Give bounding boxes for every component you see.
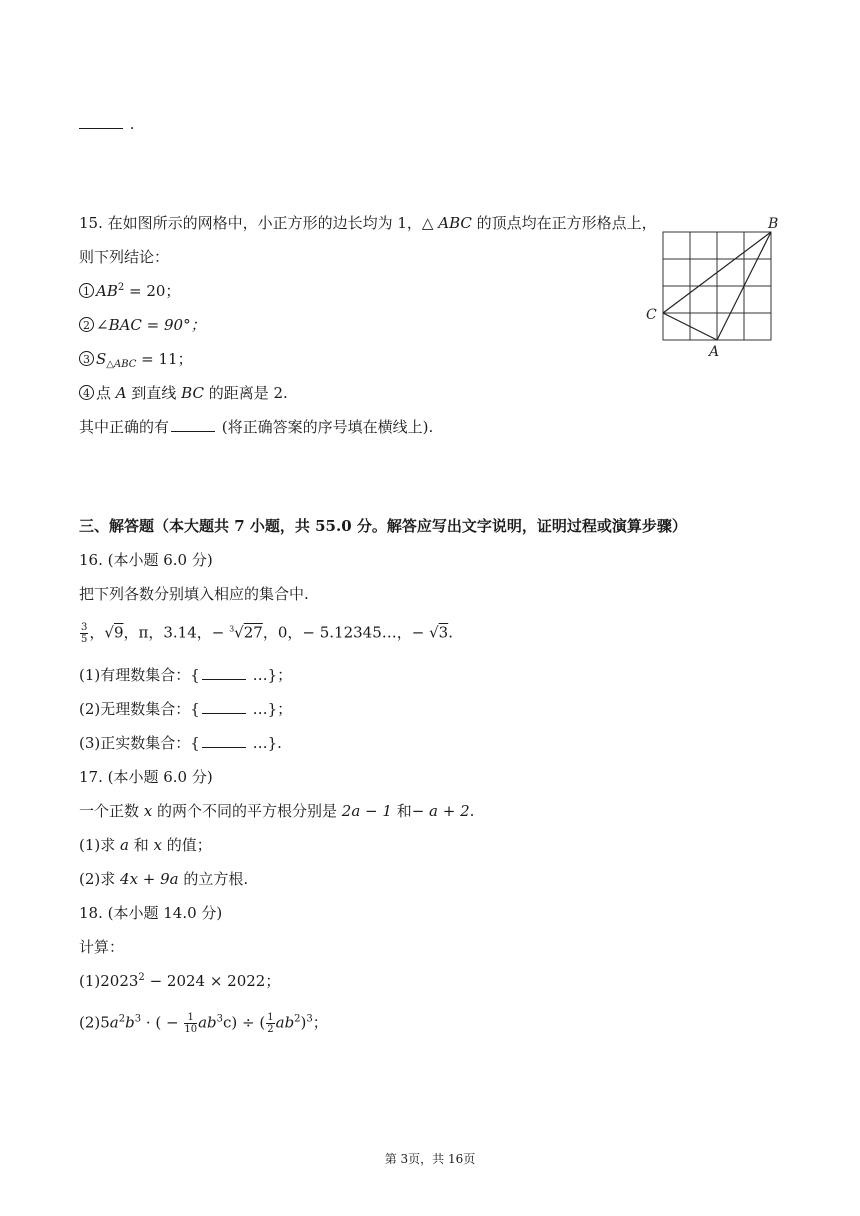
fraction-1-10: $\frac{1}{10}$ xyxy=(184,1012,198,1035)
q17-part-2: (2)求 4x + 9a 的立方根. xyxy=(79,870,249,888)
q17-heading: 17. (本小题 6.0 分) xyxy=(79,768,213,786)
grid-triangle-figure xyxy=(640,213,790,363)
label-B: B xyxy=(768,216,779,232)
q18-part-1: $(1)2023^2 - 2024 \times 2022$； xyxy=(79,972,281,990)
q15-line2: 则下列结论： xyxy=(79,248,170,266)
q16-intro: 把下列各数分别填入相应的集合中. xyxy=(79,585,309,603)
q16-numbers: $\frac{3}{5}$ ，√9，π，3.14，− $^3$√27，0，− 5.12345…，− √3. xyxy=(81,622,453,645)
q16-set-irrational: (2)无理数集合：{ …}； xyxy=(79,700,293,718)
q16-set-rational: (1)有理数集合：{ …}； xyxy=(79,666,293,684)
circled-number-4: 4 xyxy=(79,385,94,400)
q18-heading: 18. (本小题 14.0 分) xyxy=(79,904,223,922)
page-footer: 第 3页，共 16页 xyxy=(384,1152,476,1166)
q15-conclusion-1: 1 $AB^2 = 20$； xyxy=(79,281,180,301)
q15-conclusion-4: 4 点 A 到直线 BC 的距离是 2. xyxy=(79,383,288,403)
q15-conclusion-2: 2 ∠BAC = 90°； xyxy=(79,315,206,335)
q18-calc-label: 计算： xyxy=(79,938,125,956)
irrational-blank[interactable] xyxy=(202,699,246,714)
q15-question: 其中正确的有 (将正确答案的序号填在横线上). xyxy=(79,418,434,436)
q15-answer-blank[interactable] xyxy=(171,417,215,432)
grid-lines xyxy=(663,232,771,340)
positive-real-blank[interactable] xyxy=(202,733,246,748)
section-3-heading: 三、解答题（本大题共 7 小题，共 55.0 分。解答应写出文字说明，证明过程或演算步骤） xyxy=(79,517,687,535)
q15-line1: 15. 在如图所示的网格中，小正方形的边长均为 1，△ ABC 的顶点均在正方形格点上， xyxy=(79,214,657,232)
label-C: C xyxy=(646,307,657,323)
answer-blank[interactable] xyxy=(79,114,123,129)
q16-heading: 16. (本小题 6.0 分) xyxy=(79,551,213,569)
q15-conclusion-3: 3 $S_{\triangle ABC} = 11$； xyxy=(79,349,193,369)
label-A: A xyxy=(709,344,720,360)
fraction-1-2: $\frac{1}{2}$ xyxy=(267,1012,274,1035)
fraction-3-5: $\frac{3}{5}$ xyxy=(81,622,88,645)
answer-blank-line: . xyxy=(79,114,135,134)
circled-number-2: 2 xyxy=(79,317,94,332)
rational-blank[interactable] xyxy=(202,665,246,680)
q16-set-positive-real: (3)正实数集合：{ …}. xyxy=(79,734,282,752)
q18-part-2: $(2)5a^2b^3$ · ( − $\frac{1}{10}$ $ab^3c$) ÷ ( $\frac{1}{2}$ $ab^2)^3$； xyxy=(79,1012,328,1035)
circled-number-3: 3 xyxy=(79,351,94,366)
q17-statement: 一个正数 x 的两个不同的平方根分别是 2a − 1 和− a + 2. xyxy=(79,802,475,820)
q17-part-1: (1)求 a 和 x 的值； xyxy=(79,836,212,854)
circled-number-1: 1 xyxy=(79,283,94,298)
